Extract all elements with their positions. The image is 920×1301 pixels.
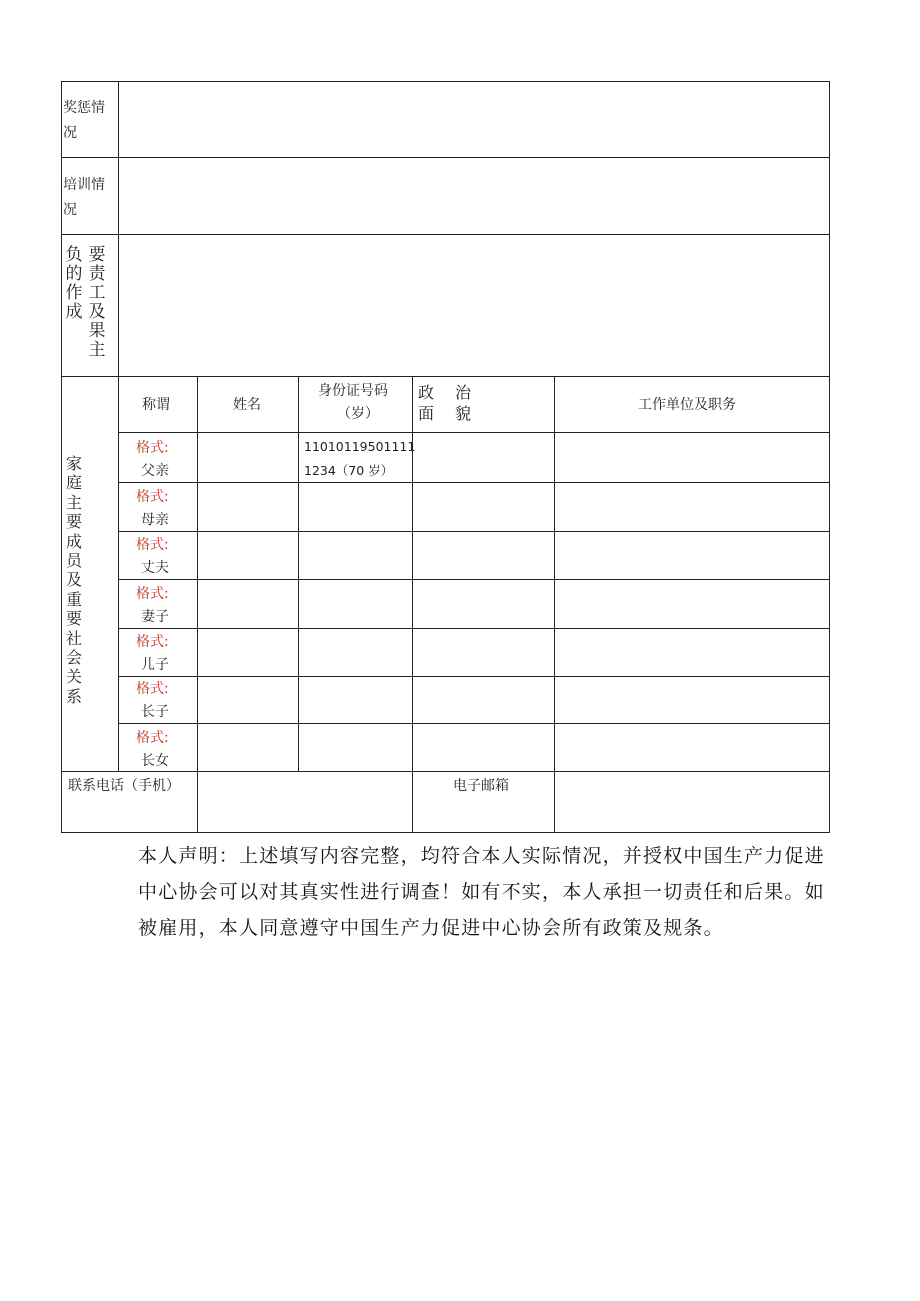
- phone-field[interactable]: [198, 772, 412, 832]
- header-political-c: 面: [418, 404, 435, 423]
- row-divider: [61, 376, 830, 377]
- row5-format: 格式:: [136, 634, 169, 650]
- row4-format: 格式:: [136, 586, 169, 602]
- border-right: [829, 81, 830, 833]
- row1-id-line2: 1234（70 岁）: [304, 463, 394, 478]
- header-relation: 称谓: [142, 397, 170, 413]
- row7-relation: 长女: [141, 753, 169, 769]
- header-work: 工作单位及职务: [638, 397, 736, 413]
- header-political-b: 治: [455, 383, 472, 402]
- main-work-field[interactable]: [119, 235, 829, 376]
- row6-format: 格式:: [136, 681, 169, 697]
- col-divider: [554, 376, 555, 833]
- row2-relation: 母亲: [141, 512, 169, 528]
- email-label: 电子邮箱: [453, 778, 509, 794]
- border-left: [61, 81, 62, 833]
- training-label-line1: 培训情: [63, 177, 105, 193]
- awards-label-line2: 况: [63, 125, 77, 141]
- header-name: 姓名: [233, 397, 261, 413]
- row1-format: 格式:: [136, 440, 169, 456]
- awards-label-line1: 奖惩情: [63, 100, 105, 116]
- declaration-text: 本人声明：上述填写内容完整，均符合本人实际情况，并授权中国生产力促进中心协会可以对其真实性进行调查！如有不实，本人承担一切责任和后果。如被雇用，本人同意遵守中国生产力促进中心协会所有政策及规条。: [138, 845, 825, 939]
- row1-id-line1: 11010119501111: [304, 439, 416, 454]
- col-divider: [197, 376, 198, 833]
- row-divider: [118, 676, 830, 677]
- main-work-label-col2: 要责工及果主: [88, 245, 106, 360]
- row5-relation: 儿子: [141, 657, 169, 673]
- training-label-line2: 况: [63, 202, 77, 218]
- header-political-a: 政: [418, 383, 435, 402]
- awards-field[interactable]: [119, 82, 829, 157]
- row3-relation: 丈夫: [141, 560, 169, 576]
- row-divider: [118, 482, 830, 483]
- row-divider: [118, 628, 830, 629]
- header-id-line2: （岁）: [337, 406, 379, 422]
- col-divider: [298, 376, 299, 772]
- row3-format: 格式:: [136, 537, 169, 553]
- row1-relation: 父亲: [141, 463, 169, 479]
- email-field[interactable]: [555, 772, 829, 832]
- row-divider: [118, 531, 830, 532]
- row7-format: 格式:: [136, 730, 169, 746]
- row4-relation: 妻子: [141, 609, 169, 625]
- row-divider: [118, 723, 830, 724]
- training-field[interactable]: [119, 158, 829, 234]
- family-side-label: 家庭主要成员及重要社会关系: [65, 454, 82, 706]
- phone-label: 联系电话（手机）: [68, 778, 180, 794]
- row-divider: [118, 579, 830, 580]
- header-id-line1: 身份证号码: [318, 383, 388, 399]
- row2-format: 格式:: [136, 489, 169, 505]
- header-political-d: 貌: [455, 404, 472, 423]
- border-bottom: [61, 832, 830, 833]
- row-divider: [118, 432, 830, 433]
- main-work-label-col1: 负的作成: [65, 245, 83, 322]
- row6-relation: 长子: [141, 704, 169, 720]
